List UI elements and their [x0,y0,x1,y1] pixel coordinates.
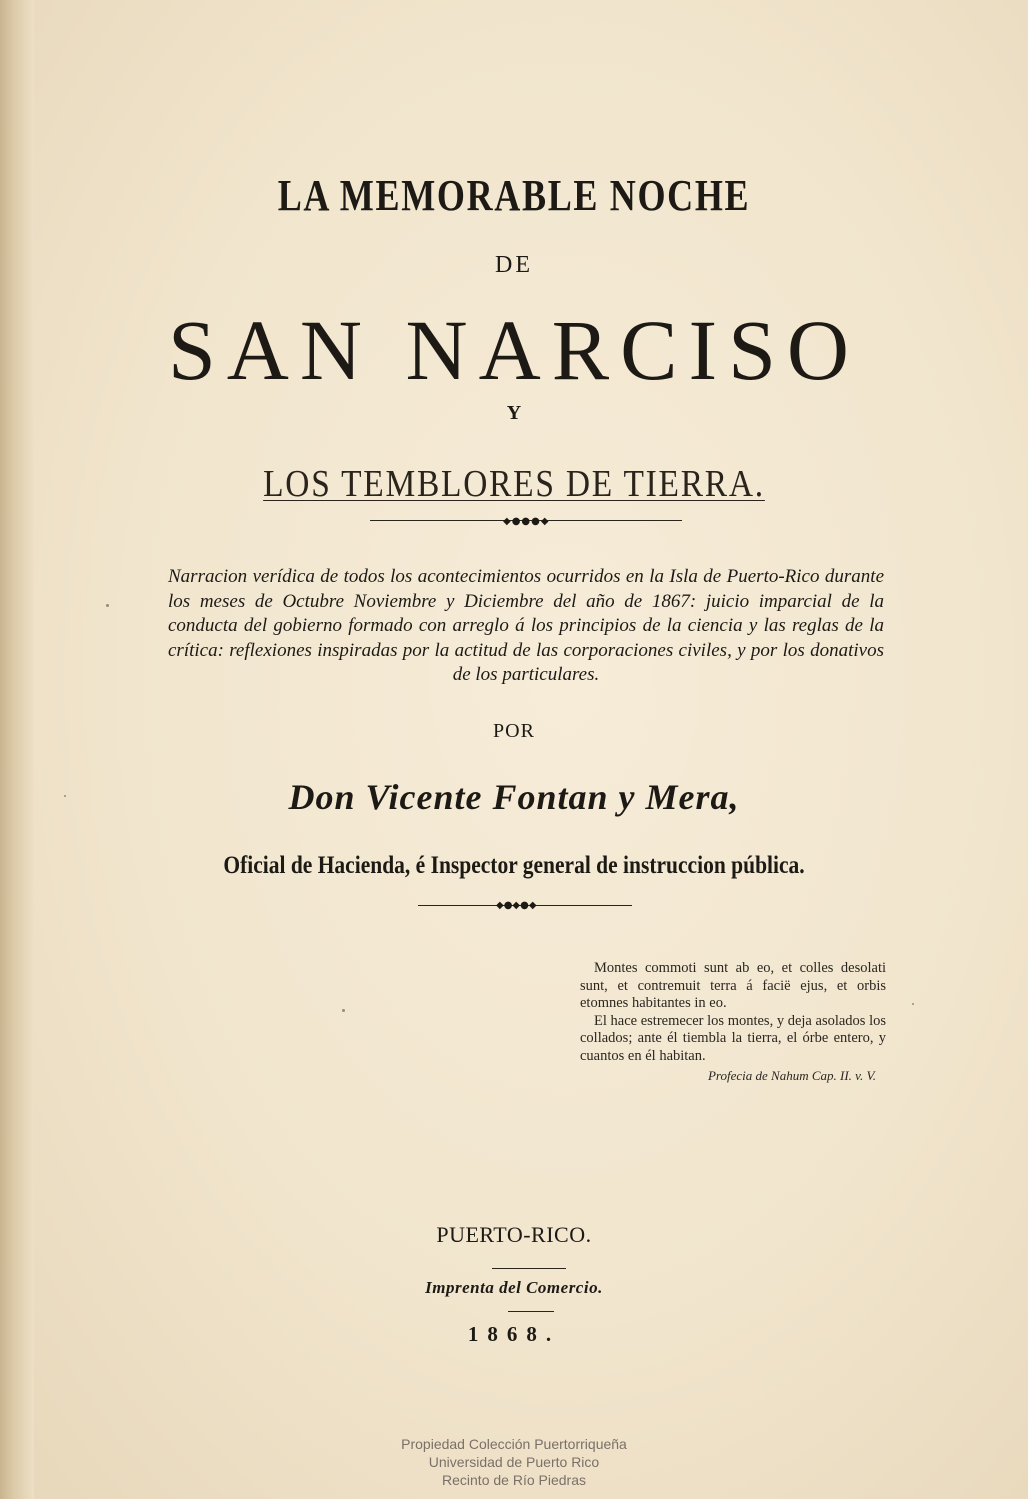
description-paragraph: Narracion verídica de todos los acontecimientos ocurridos en la Isla de Puerto-Rico durante los meses de Octubre Noviembre y Diciembre del año de 1867: juicio imparcial de la conducta del gobierno formado con arreglo á los principios de la ciencia y las reglas de la crítica: reflexiones inspiradas por la actitud de las corporaciones civiles, y por los donativos de los particulares. [168,566,884,685]
page-left-edge [0,0,34,1499]
title-conjunction: Y [506,402,522,424]
ornament-rule-2: ◆●◆●◆ [418,904,632,908]
title-line-2: DE [495,252,533,278]
imprint-city: PUERTO-RICO. [436,1222,592,1247]
title-line-4: LOS TEMBLORES DE TIERRA. [263,463,765,505]
ornament-rule-1: ◆●●●◆ [370,519,682,523]
ownership-stamp-line-1: Propiedad Colección Puertorriqueña [401,1436,627,1452]
epigraph [580,960,886,1085]
epigraph-latin: Montes commoti sunt ab eo, et colles desolati sunt, et contremuit terra á facië ejus, et orbis etomnes habitantes in eo. [580,960,886,1011]
ownership-stamp-line-3: Recinto de Río Piedras [442,1472,586,1488]
imprint-rule-2 [508,1311,554,1312]
paper-speck [912,1003,914,1005]
imprint-rule-1 [492,1268,566,1269]
title-main: SAN NARCISO [167,302,861,398]
epigraph-source: Profecia de Nahum Cap. II. v. V. [707,1068,876,1083]
imprint-year: 1868. [467,1322,561,1346]
paper-speck [106,604,109,607]
paper-speck [64,795,66,797]
author-name: Don Vicente Fontan y Mera, [288,777,740,817]
by-label: POR [493,720,535,742]
imprint-printer: Imprenta del Comercio. [425,1278,603,1297]
epigraph-spanish: El hace estremecer los montes, y deja asolados los collados; ante él tiembla la tierra, el órbe entero, y cuantos en él habitan. [580,1012,886,1064]
paper-speck [342,1009,345,1012]
title-line-1: LA MEMORABLE NOCHE [277,171,751,220]
author-title: Oficial de Hacienda, é Inspector general de instruccion pública. [223,852,805,879]
ownership-stamp-line-2: Universidad de Puerto Rico [428,1454,600,1470]
